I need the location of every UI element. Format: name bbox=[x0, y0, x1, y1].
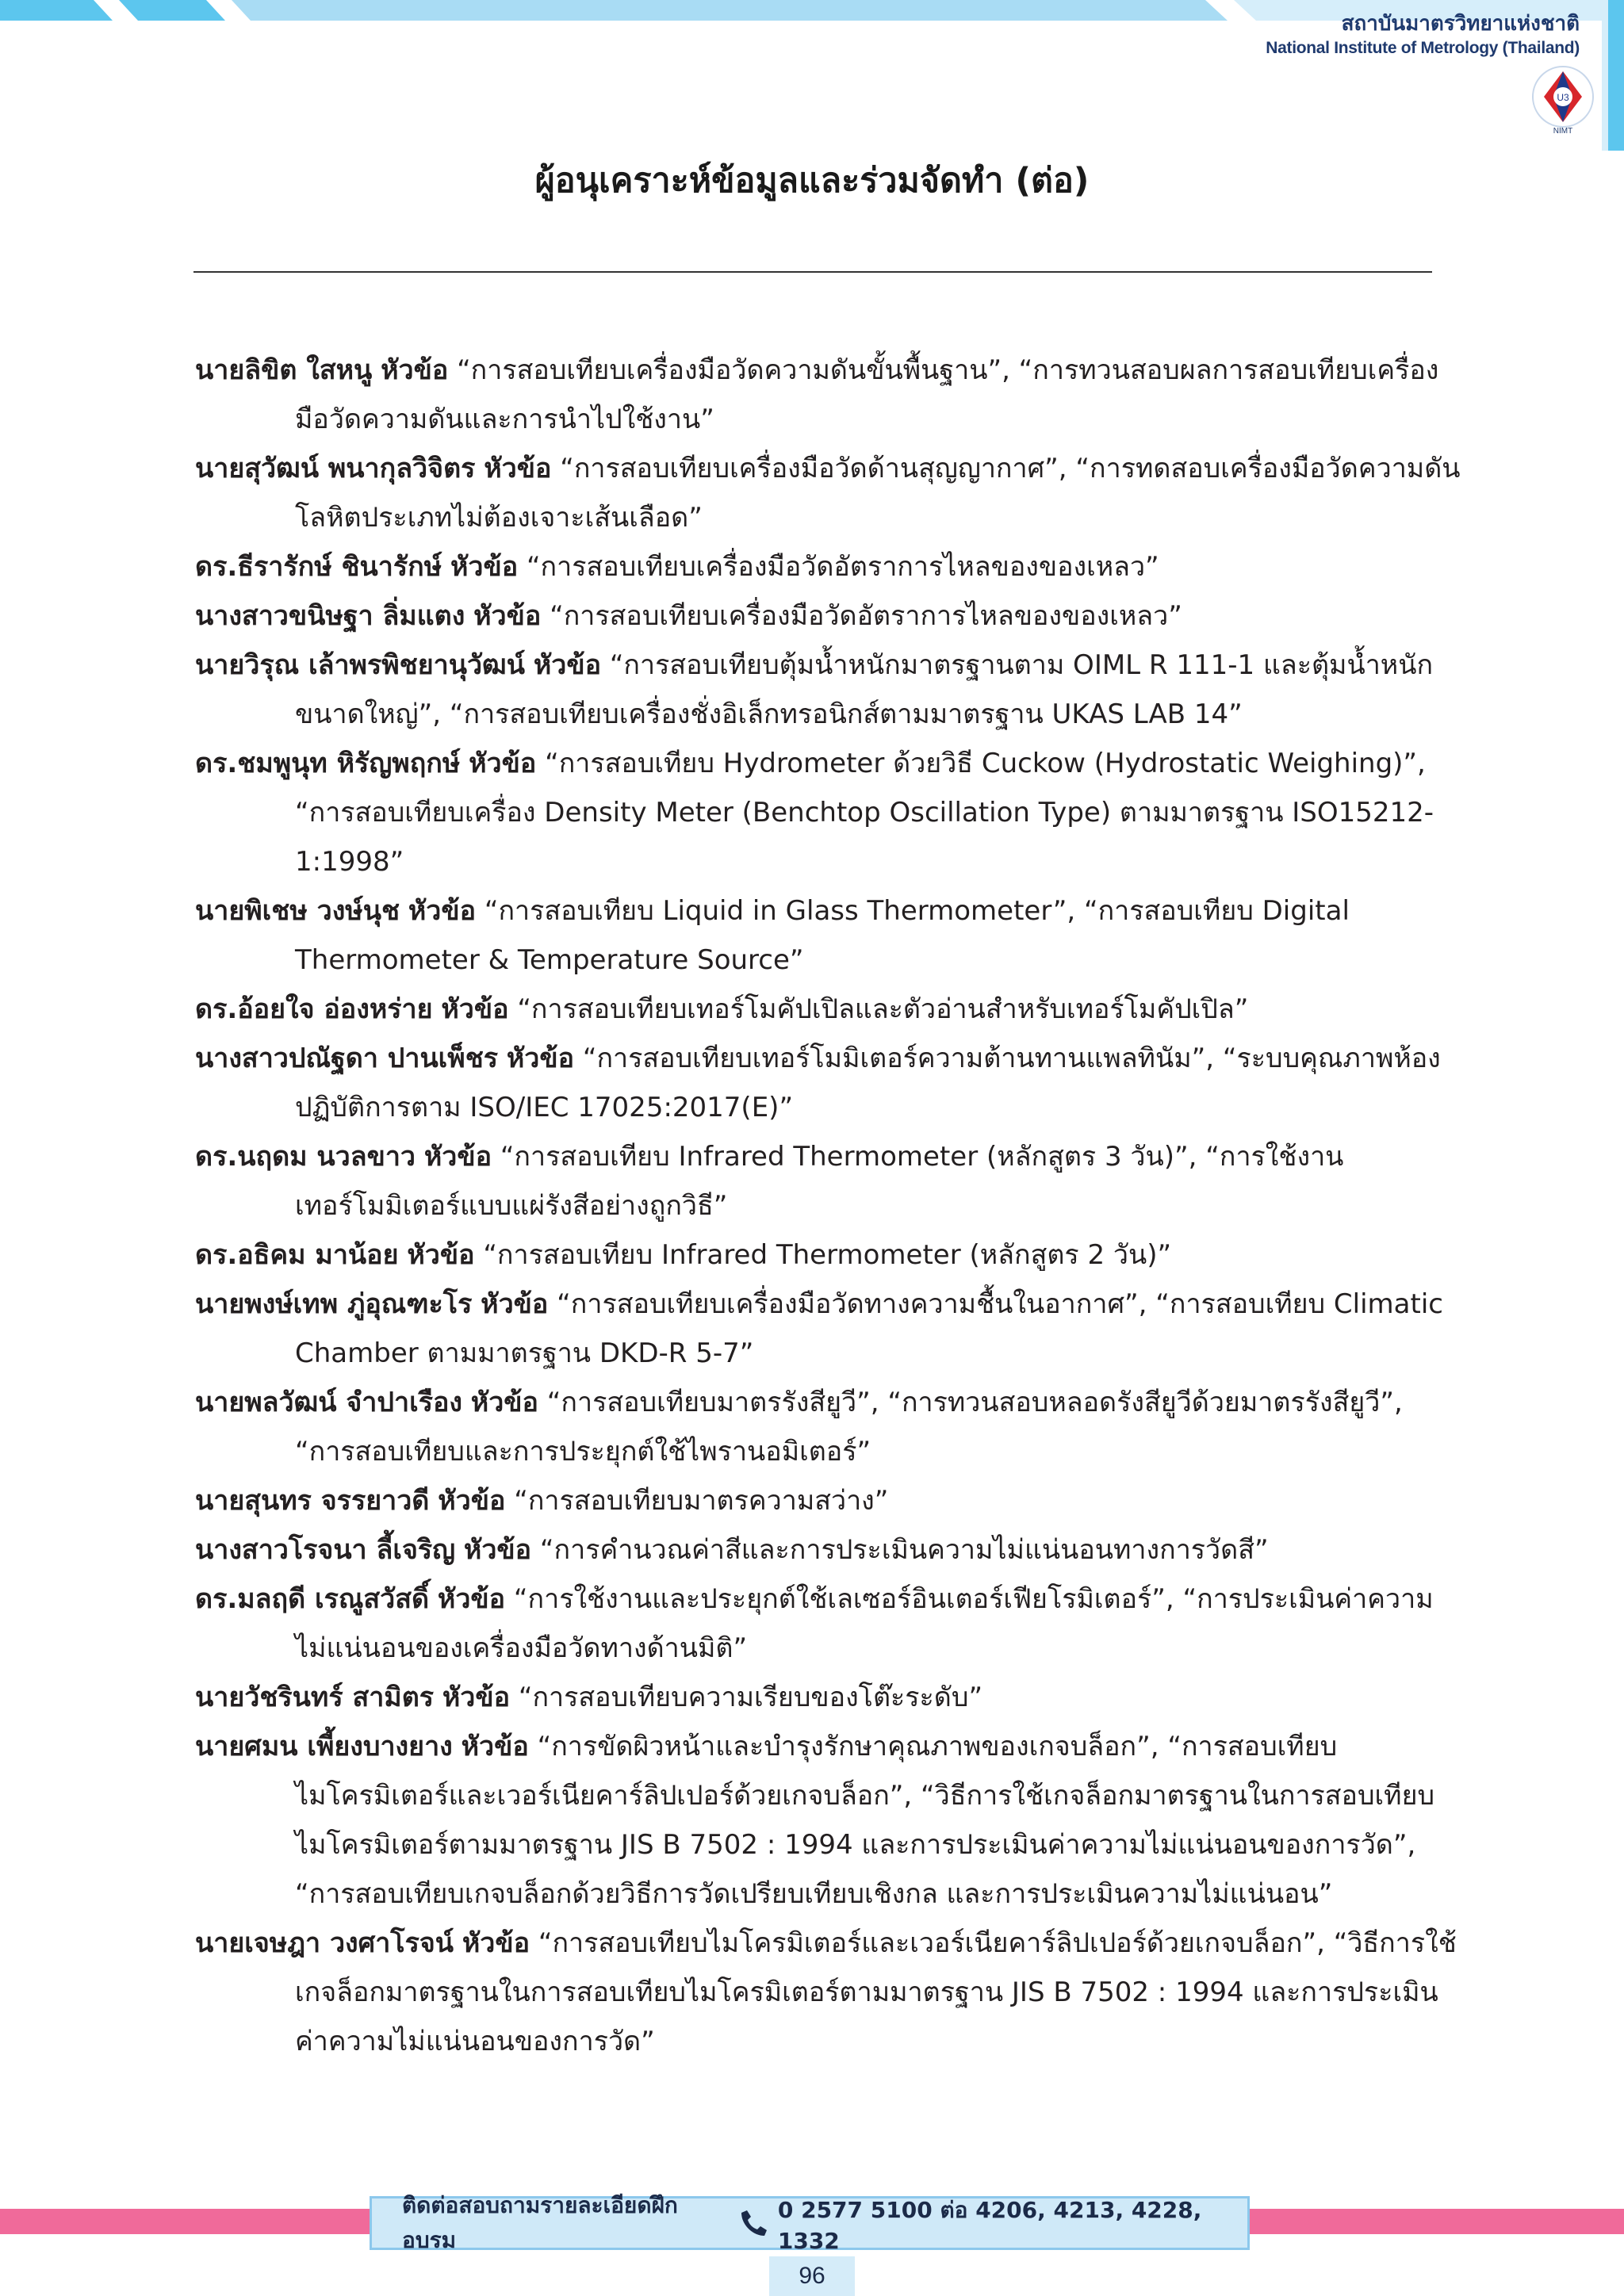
list-item bbox=[195, 739, 1464, 886]
topic-keyword: หัวข้อ bbox=[469, 748, 537, 779]
topic-keyword: หัวข้อ bbox=[463, 1534, 532, 1566]
contributor-topics: “การสอบเทียบเทอร์โมมิเตอร์ความต้านทานแพลทินัม”, “ระบบคุณภาพห้องปฏิบัติการตาม ISO/IEC 17025:2017(E)” bbox=[295, 1043, 1441, 1123]
contributor-name: นายพงษ์เทพ ภู่อุณฑะโร bbox=[195, 1288, 473, 1320]
list-item bbox=[195, 1034, 1464, 1132]
topic-keyword: หัวข้อ bbox=[470, 1387, 538, 1418]
contributor-name: นายวิรุณ เล้าพรพิชยานุวัฒน์ bbox=[195, 649, 526, 681]
topic-keyword: หัวข้อ bbox=[462, 1927, 530, 1959]
contributor-name: นางสาวโรจนา ลี้เจริญ bbox=[195, 1534, 456, 1566]
contributor-topics: “การสอบเทียบ Hydrometer ด้วยวิธี Cuckow (Hydrostatic Weighing)”, “การสอบเทียบเครื่อง Density Meter (Benchtop Oscillation Type) ตามมาตรฐาน ISO15212-1:1998” bbox=[295, 748, 1434, 878]
contributor-topics: “การสอบเทียบเครื่องมือวัดความดันขั้นพื้นฐาน”, “การทวนสอบผลการสอบเทียบเครื่องมือวัดความดันและการนำไปใช้งาน” bbox=[295, 354, 1439, 435]
page-number: 96 bbox=[769, 2256, 855, 2296]
list-item bbox=[195, 641, 1464, 739]
topic-keyword: หัวข้อ bbox=[442, 1682, 511, 1713]
contributor-name: นายพลวัฒน์ จำปาเรือง bbox=[195, 1387, 462, 1418]
contributor-name: นายเจษฎา วงศาโรจน์ bbox=[195, 1927, 454, 1959]
list-item bbox=[195, 1378, 1464, 1476]
list-item bbox=[195, 1575, 1464, 1673]
contributor-topics: “การสอบเทียบมาตรความสว่าง” bbox=[514, 1485, 889, 1517]
contributor-topics: “การสอบเทียบ Infrared Thermometer (หลักสูตร 3 วัน)”, “การใช้งานเทอร์โมมิเตอร์แบบแผ่รังสีอย่างถูกวิธี” bbox=[295, 1141, 1344, 1222]
contact-label: ติดต่อสอบถามรายละเอียดฝึกอบรม bbox=[402, 2192, 678, 2253]
contributor-topics: “การสอบเทียบ Infrared Thermometer (หลักสูตร 2 วัน)” bbox=[483, 1239, 1172, 1271]
contact-box bbox=[370, 2192, 1250, 2254]
contributor-name: นายสุวัฒน์ พนากุลวิจิตร bbox=[195, 453, 476, 484]
contributor-topics: “การสอบเทียบเครื่องมือวัดด้านสุญญากาศ”, “การทดสอบเครื่องมือวัดความดันโลหิตประเภทไม่ต้องเจาะเส้นเลือด” bbox=[295, 453, 1461, 534]
list-item bbox=[195, 1132, 1464, 1230]
topic-keyword: หัวข้อ bbox=[484, 453, 552, 484]
svg-text:U3: U3 bbox=[1557, 92, 1569, 103]
org-name-en: National Institute of Metrology (Thailand) bbox=[1266, 39, 1580, 57]
contributor-topics: “การสอบเทียบ Liquid in Glass Thermometer”, “การสอบเทียบ Digital Thermometer & Temperature Source” bbox=[295, 895, 1350, 976]
page-title: ผู้อนุเคราะห์ข้อมูลและร่วมจัดทำ (ต่อ) bbox=[534, 161, 1090, 201]
contributor-topics: “การคำนวณค่าสีและการประเมินความไม่แน่นอนทางการวัดสี” bbox=[539, 1534, 1269, 1566]
list-item bbox=[195, 1722, 1464, 1919]
contributor-name: นายศมน เพี้ยงบางยาง bbox=[195, 1731, 453, 1762]
list-item bbox=[195, 1476, 1464, 1525]
list-item bbox=[195, 542, 1464, 591]
contributor-name: นางสาวขนิษฐา ลิ่มแตง bbox=[195, 600, 465, 632]
contributor-name: นายพิเชษ วงษ์นุช bbox=[195, 895, 400, 927]
contributor-topics: “การใช้งานและประยุกต์ใช้เลเซอร์อินเตอร์เฟียโรมิเตอร์”, “การประเมินค่าความไม่แน่นอนของเครื่องมือวัดทางด้านมิติ” bbox=[295, 1583, 1434, 1664]
org-header bbox=[1266, 10, 1580, 59]
contributor-name: นางสาวปณัฐดา ปานเพ็ชร bbox=[195, 1043, 499, 1074]
contact-phone: 0 2577 5100 ต่อ 4206, 4213, 4228, 1332 bbox=[777, 2196, 1202, 2254]
contributor-name: ดร.ชมพูนุท หิรัญพฤกษ์ bbox=[195, 748, 461, 779]
topic-keyword: หัวข้อ bbox=[533, 649, 601, 681]
topic-keyword: หัวข้อ bbox=[461, 1731, 529, 1762]
contributor-name: นายลิขิต ใสหนู bbox=[195, 354, 373, 386]
list-item bbox=[195, 444, 1464, 542]
list-item bbox=[195, 1525, 1464, 1575]
topic-keyword: หัวข้อ bbox=[381, 354, 449, 386]
list-item bbox=[195, 1673, 1464, 1722]
contributor-topics: “การสอบเทียบมาตรรังสียูวี”, “การทวนสอบหลอดรังสียูวีด้วยมาตรรังสียูวี”, “การสอบเทียบและการประยุกต์ใช้ไพรานอมิเตอร์” bbox=[295, 1387, 1403, 1468]
topic-keyword: หัวข้อ bbox=[438, 1485, 506, 1517]
contributor-topics: “การสอบเทียบเทอร์โมคัปเปิลและตัวอ่านสำหรับเทอร์โมคัปเปิล” bbox=[517, 993, 1249, 1025]
list-item bbox=[195, 1280, 1464, 1378]
list-item bbox=[195, 886, 1464, 985]
contributor-name: นายวัชรินทร์ สามิตร bbox=[195, 1682, 435, 1713]
topic-keyword: หัวข้อ bbox=[407, 1239, 475, 1271]
contributor-name: ดร.อ้อยใจ อ่องหร่าย bbox=[195, 993, 433, 1025]
nimt-logo-icon bbox=[1526, 62, 1599, 135]
contributor-name: ดร.ธีรารักษ์ ชินารักษ์ bbox=[195, 551, 442, 583]
list-item bbox=[195, 985, 1464, 1034]
title-divider bbox=[193, 271, 1432, 273]
topic-keyword: หัวข้อ bbox=[437, 1583, 506, 1615]
contributor-topics: “การสอบเทียบเครื่องมือวัดทางความชื้นในอากาศ”, “การสอบเทียบ Climatic Chamber ตามมาตรฐาน DKD-R 5-7” bbox=[295, 1288, 1443, 1369]
topic-keyword: หัวข้อ bbox=[473, 600, 542, 632]
contributor-name: นายสุนทร จรรยาวดี bbox=[195, 1485, 430, 1517]
topic-keyword: หัวข้อ bbox=[441, 993, 509, 1025]
topic-keyword: หัวข้อ bbox=[450, 551, 519, 583]
contributor-topics: “การขัดผิวหน้าและบำรุงรักษาคุณภาพของเกจบล็อก”, “การสอบเทียบไมโครมิเตอร์และเวอร์เนียคาร์ลิปเปอร์ด้วยเกจบล็อก”, “วิธีการใช้เกจล็อกมาตรฐานในการสอบเทียบไมโครมิเตอร์ตามมาตรฐาน JIS B 7502 : 1994 และการประเมินค่าความไม่แน่นอนของการวัด”, “การสอบเทียบเกจบล็อกด้วยวิธีการวัดเปรียบเทียบเชิงกล และการประเมินความไม่แน่นอน” bbox=[295, 1731, 1435, 1910]
org-name-th: สถาบันมาตรวิทยาแห่งชาติ bbox=[1341, 12, 1580, 36]
contributor-name: ดร.นฤดม นวลขาว bbox=[195, 1141, 416, 1173]
contributor-list bbox=[195, 346, 1464, 2066]
list-item bbox=[195, 591, 1464, 641]
list-item bbox=[195, 1230, 1464, 1280]
topic-keyword: หัวข้อ bbox=[423, 1141, 492, 1173]
topic-keyword: หัวข้อ bbox=[408, 895, 477, 927]
contributor-topics: “การสอบเทียบเครื่องมือวัดอัตราการไหลของของเหลว” bbox=[550, 600, 1182, 632]
list-item bbox=[195, 1919, 1464, 2066]
contributor-topics: “การสอบเทียบความเรียบของโต๊ะระดับ” bbox=[518, 1682, 983, 1713]
list-item bbox=[195, 346, 1464, 444]
contributor-name: ดร.มลฤดี เรณูสวัสดิ์ bbox=[195, 1583, 430, 1615]
contributor-topics: “การสอบเทียบไมโครมิเตอร์และเวอร์เนียคาร์ลิปเปอร์ด้วยเกจบล็อก”, “วิธีการใช้เกจล็อกมาตรฐานในการสอบเทียบไมโครมิเตอร์ตามมาตรฐาน JIS B 7502 : 1994 และการประเมินค่าความไม่แน่นอนของการวัด” bbox=[295, 1927, 1457, 2057]
contributor-topics: “การสอบเทียบตุ้มน้ำหนักมาตรฐานตาม OIML R 111-1 และตุ้มน้ำหนักขนาดใหญ่”, “การสอบเทียบเครื่องชั่งอิเล็กทรอนิกส์ตามมาตรฐาน UKAS LAB 14” bbox=[295, 649, 1434, 730]
phone-icon bbox=[738, 2207, 770, 2239]
topic-keyword: หัวข้อ bbox=[481, 1288, 549, 1320]
contributor-name: ดร.อธิคม มาน้อย bbox=[195, 1239, 399, 1271]
topic-keyword: หัวข้อ bbox=[506, 1043, 575, 1074]
logo-text: NIMT bbox=[1553, 127, 1573, 135]
contributor-topics: “การสอบเทียบเครื่องมือวัดอัตราการไหลของของเหลว” bbox=[526, 551, 1159, 583]
